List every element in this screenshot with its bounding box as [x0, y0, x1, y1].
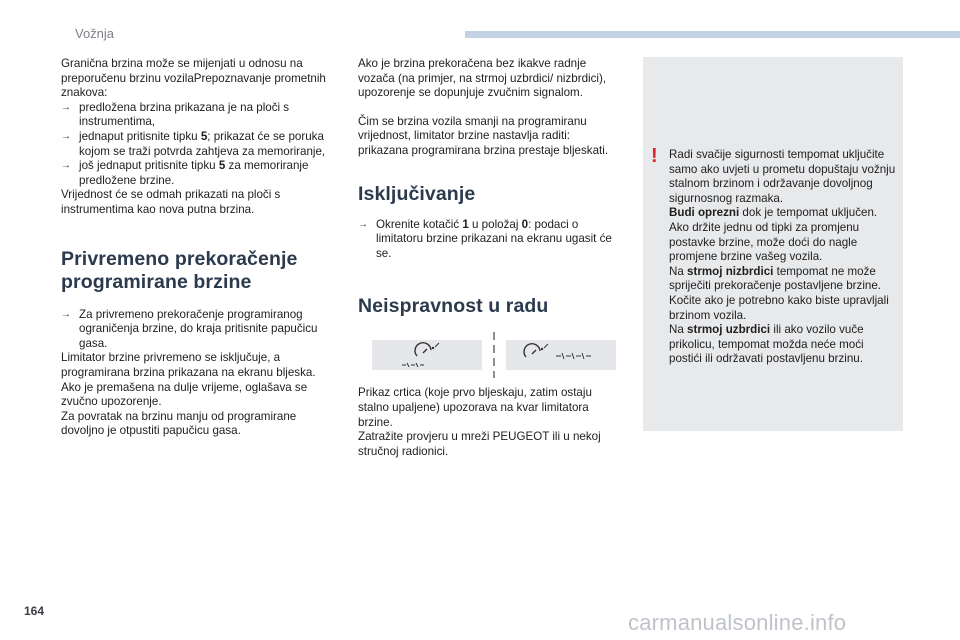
section-header-label: Vožnja	[75, 26, 115, 41]
warning-box	[643, 57, 903, 431]
overspeed-list	[61, 308, 341, 352]
paragraph: Ako je premašena na dulje vrijeme, oglašava se zvučno upozorenje.	[61, 380, 308, 409]
divider	[490, 332, 498, 378]
watermark: carmanualsonline.info	[628, 610, 847, 635]
warning-text: Budi oprezni dok je tempomat uključen.	[669, 206, 878, 220]
column-2	[358, 57, 623, 459]
header-accent-bar	[465, 31, 960, 38]
paragraph: Čim se brzina vozila smanji na programiranu vrijednost, limitator brzine nastavlja raditi: prikazana programirana brzina prestaje bljeskati.	[358, 114, 609, 157]
display-panel-speedometer	[372, 340, 482, 370]
paragraph: Prikaz crtica (koje prvo bljeskaju, zatim ostaju stalno upaljene) upozorava na kvar limitatora brzine.	[358, 386, 592, 429]
paragraph: Za povratak na brzinu manju od programirane dovoljno je otpustiti papučicu gasa.	[61, 409, 297, 438]
dashes-icon	[556, 353, 591, 359]
paragraph: Zatražite provjeru u mreži PEUGEOT ili u nekoj stručnoj radionici.	[358, 430, 601, 458]
paragraph: Ako je brzina prekoračena bez ikakve radnje vozača (na primjer, na strmoj uzbrdici/ nizbrdici), upozorenje se dopunjuje zvučnim signalom.	[358, 57, 607, 100]
heading-temporary-overspeed: Privremeno prekoračenje programirane brzine	[61, 247, 298, 293]
malfunction-display-illustration	[372, 332, 623, 378]
paragraph: Limitator brzine privremeno se isključuje, a programirana brzina prikazana na ekranu bljeska.	[61, 351, 316, 379]
warning-text: Radi svačije sigurnosti tempomat uključite samo ako uvjeti u prometu dopuštaju vožnju stalnom brzinom i održavanje dovoljnog sigurnosnog razmaka.	[669, 148, 896, 205]
list-item: → Okrenite kotačić 1 u položaj 0: podaci o limitatoru brzine prikazani na ekranu ugasit će se.	[358, 218, 623, 262]
heading-malfunction: Neispravnost u radu	[358, 295, 549, 318]
outro-text: Vrijednost će se odmah prikazati na ploči s instrumentima kao nova putna brzina.	[61, 188, 281, 216]
speedometer-icon	[397, 341, 457, 369]
list-item: → jednaput pritisnite tipku 5; prikazat će se poruka kojom se traži potvrda zahtjeva za memoriranje,	[61, 130, 341, 159]
dashes-icon	[402, 363, 424, 367]
off-list	[358, 218, 623, 262]
intro-text: Granična brzina može se mijenjati u odnosu na preporučenu brzinu vozilaPrepoznavanje prometnih znakova:	[61, 57, 326, 100]
page-number: 164	[24, 604, 45, 618]
display-panel-dashes	[506, 340, 616, 370]
procedure-list	[61, 101, 341, 189]
warning-text: Na strmoj uzbrdici ili ako vozilo vuče prikolicu, tempomat možda neće moći postići ili održavati postavljenu brzinu.	[669, 323, 864, 366]
list-item: → predložena brzina prikazana je na ploči s instrumentima,	[61, 101, 341, 130]
warning-text: Ako držite jednu od tipki za promjenu postavke brzine, može doći do nagle promjene brzine vašeg vozila.	[669, 220, 860, 264]
list-item: → Za privremeno prekoračenje programiranog ograničenja brzine, do kraja pritisnite papučicu gasa.	[61, 308, 341, 352]
warning-text: Na strmoj nizbrdici tempomat ne može spriječiti prekoračenje postavljene brzine. Kočite ako je potrebno kako biste upravljali brzinom vozila.	[669, 264, 889, 322]
column-1	[61, 57, 341, 439]
speedometer-icon	[516, 341, 606, 369]
list-item: → još jednaput pritisnite tipku 5 za memoriranje predložene brzine.	[61, 159, 341, 188]
warning-panel	[643, 57, 903, 431]
warning-exclamation-icon: !	[651, 145, 658, 167]
heading-switching-off: Isključivanje	[358, 182, 476, 205]
